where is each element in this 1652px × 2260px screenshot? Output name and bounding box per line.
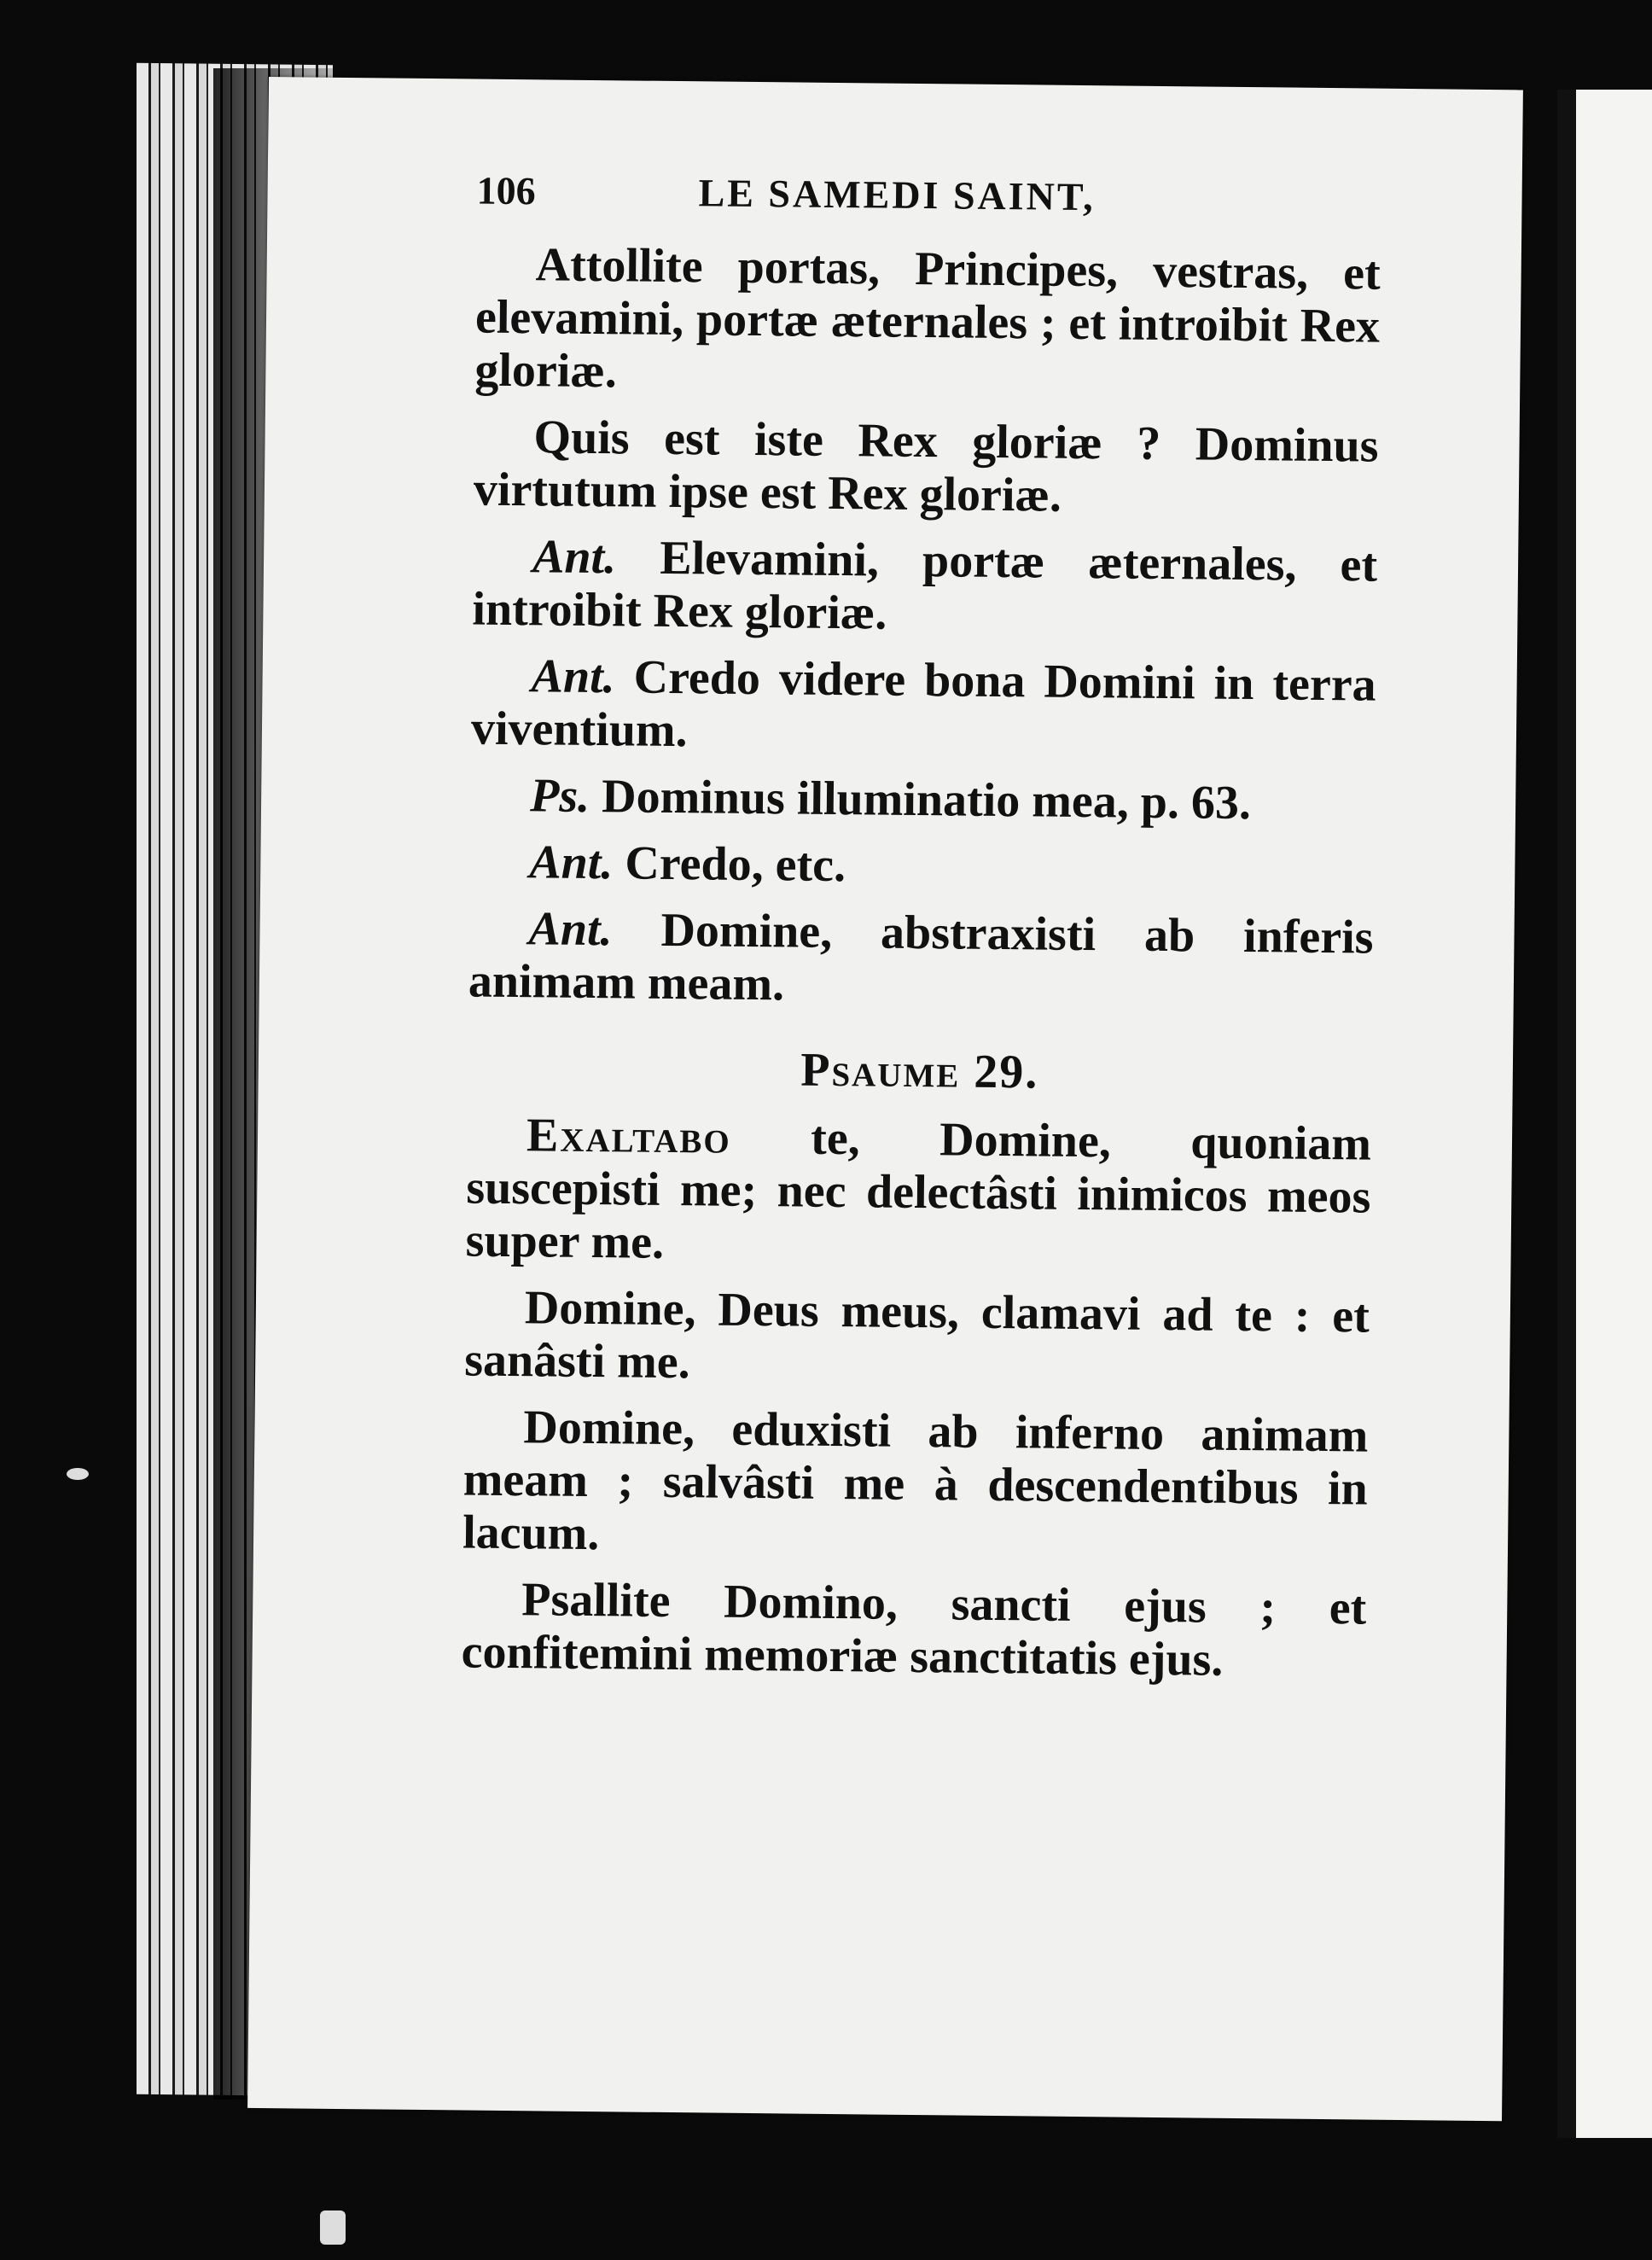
scan-speck — [67, 1468, 89, 1480]
paragraph — [474, 238, 1381, 406]
paragraph — [474, 411, 1379, 526]
psalm-ref-text: Dominus illuminatio mea, p. 63. — [601, 770, 1252, 830]
antiphon-text: Credo videre bona Domini in terra viventium. — [470, 650, 1376, 758]
page-number: 106 — [476, 168, 536, 213]
psalm-verse: Psallite Domino, sancti ejus ; et confitemini memoriæ sanctitatis ejus. — [461, 1573, 1367, 1686]
antiphon — [472, 530, 1377, 645]
antiphon — [468, 902, 1374, 1017]
antiphon — [469, 836, 1375, 898]
psalm-verse — [465, 1108, 1371, 1276]
psalm-first-word: Exaltabo — [526, 1109, 732, 1164]
psalm-verse: Domine, eduxisti ab inferno animam meam ; salvâsti me à descendentibus in lacum. — [462, 1401, 1369, 1561]
page-text — [461, 165, 1382, 1702]
para-text: Quis est iste Rex gloriæ ? Dominus virtutum ipse est Rex gloriæ. — [473, 411, 1379, 522]
scan-speck — [320, 2210, 346, 2245]
psalm-verse-text: te, Domine, quoniam suscepisti me; nec delectâsti inimicos meos super me. — [465, 1111, 1372, 1269]
antiphon-label: Ant. — [531, 649, 616, 704]
book-page — [247, 77, 1523, 2121]
antiphon-label: Ant. — [529, 836, 614, 890]
para-text: Attollite portas, Principes, vestras, et elevamini, portæ æternales ; et introibit Rex gloriæ. — [474, 238, 1381, 399]
running-title: LE SAMEDI SAINT, — [698, 171, 1096, 219]
antiphon-text: Domine, abstraxisti ab inferis animam meam. — [468, 903, 1374, 1011]
antiphon-text: Elevamini, portæ æternales, et introibit Rex gloriæ. — [472, 531, 1378, 640]
antiphon-label: Ant. — [532, 530, 617, 585]
antiphon-label: Ant. — [528, 902, 613, 957]
psalm-label: Ps. — [529, 769, 590, 823]
psalm-reference — [470, 769, 1376, 831]
antiphon — [471, 649, 1376, 765]
adjacent-page — [1557, 90, 1652, 2138]
psalm-verse: Domine, Deus meus, clamavi ad te : et sanâsti me. — [463, 1281, 1370, 1389]
psalm-title: Psaume 29. — [800, 1043, 1039, 1099]
running-head — [476, 165, 1382, 227]
antiphon-text: Credo, etc. — [625, 836, 846, 893]
